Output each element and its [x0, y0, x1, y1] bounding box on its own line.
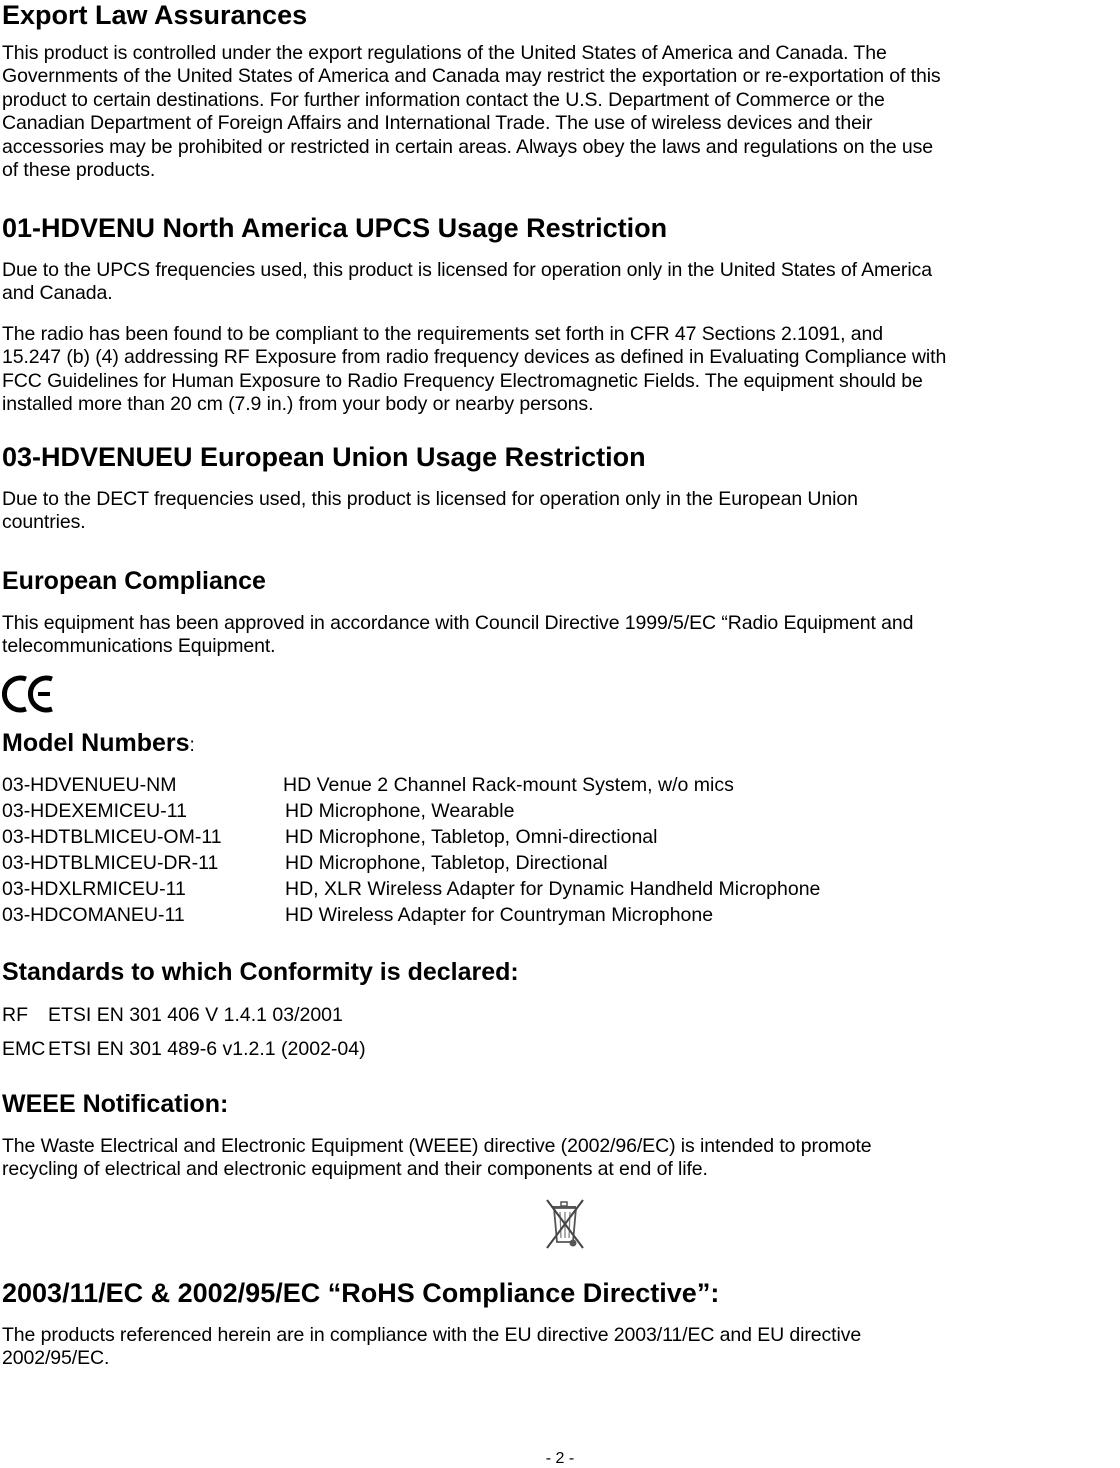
eu-restriction-heading: 03-HDVENUEU European Union Usage Restriction — [2, 442, 646, 472]
model-code: 03-HDCOMANEU-11 — [2, 904, 185, 926]
european-compliance-paragraph: This equipment has been approved in accordance with Council Directive 1999/5/EC “Radio Equipment and telecommunications Equipment. — [2, 612, 914, 658]
rohs-heading: 2003/11/EC & 2002/95/EC “RoHS Compliance Directive”: — [2, 1278, 720, 1308]
model-code: 03-HDXLRMICEU-11 — [2, 878, 186, 900]
standard-key: EMC — [2, 1038, 46, 1060]
rohs-paragraph: The products referenced herein are in compliance with the EU directive 2003/11/EC and EU directive 2002/95/EC. — [2, 1324, 862, 1370]
model-code: 03-HDTBLMICEU-DR-11 — [2, 852, 219, 874]
weee-bin-icon — [542, 1194, 588, 1254]
model-numbers-heading: Model Numbers: — [2, 729, 195, 757]
ce-mark-icon — [2, 674, 58, 714]
model-description: HD, XLR Wireless Adapter for Dynamic Handheld Microphone — [285, 878, 821, 900]
na-restriction-heading: 01-HDVENU North America UPCS Usage Restriction — [2, 213, 668, 243]
model-description: HD Microphone, Wearable — [285, 800, 515, 822]
model-description: HD Wireless Adapter for Countryman Microphone — [285, 904, 714, 926]
model-description: HD Microphone, Tabletop, Directional — [285, 852, 608, 874]
standard-key: RF — [2, 1004, 28, 1026]
export-law-paragraph: This product is controlled under the export regulations of the United States of America and Canada. The Governments of the United States of America and Canada may restrict the exportation or re-exportation of this product to certain destinations. For further information contact the U.S. Department of Commerce or the Canadian Department of Foreign Affairs and International Trade. The use of wireless devices and their accessories may be prohibited or restricted in certain areas. Always obey the laws and regulations on the use of these products. — [2, 42, 941, 182]
weee-heading: WEEE Notification: — [2, 1090, 229, 1118]
standard-value: ETSI EN 301 406 V 1.4.1 03/2001 — [48, 1004, 343, 1026]
model-description: HD Microphone, Tabletop, Omni-directional — [285, 826, 658, 848]
eu-restriction-paragraph: Due to the DECT frequencies used, this product is licensed for operation only in the European Union countries. — [2, 488, 858, 534]
rf-exposure-paragraph: The radio has been found to be compliant to the requirements set forth in CFR 47 Sections 2.1091, and 15.247 (b) (4) addressing RF Exposure from radio frequency devices as defined in Evaluating Compliance with FCC Guidelines for Human Exposure to Radio Frequency Electromagnetic Fields. The equipment should be installed more than 20 cm (7.9 in.) from your body or nearby persons. — [2, 323, 947, 416]
na-restriction-paragraph: Due to the UPCS frequencies used, this product is licensed for operation only in the United States of America and Canada. — [2, 259, 932, 305]
page-number: - 2 - — [545, 1450, 575, 1467]
model-description: HD Venue 2 Channel Rack-mount System, w/o mics — [283, 774, 734, 796]
standards-heading: Standards to which Conformity is declared: — [2, 958, 519, 986]
european-compliance-heading: European Compliance — [2, 567, 266, 595]
model-code: 03-HDTBLMICEU-OM-11 — [2, 826, 222, 848]
export-law-heading: Export Law Assurances — [2, 0, 308, 30]
model-code: 03-HDVENUEU-NM — [2, 774, 177, 796]
weee-paragraph: The Waste Electrical and Electronic Equipment (WEEE) directive (2002/96/EC) is intended to promote recycling of electrical and electronic equipment and their components at end of life. — [2, 1135, 872, 1181]
model-code: 03-HDEXEMICEU-11 — [2, 800, 187, 822]
standard-value: ETSI EN 301 489-6 v1.2.1 (2002-04) — [48, 1038, 366, 1060]
